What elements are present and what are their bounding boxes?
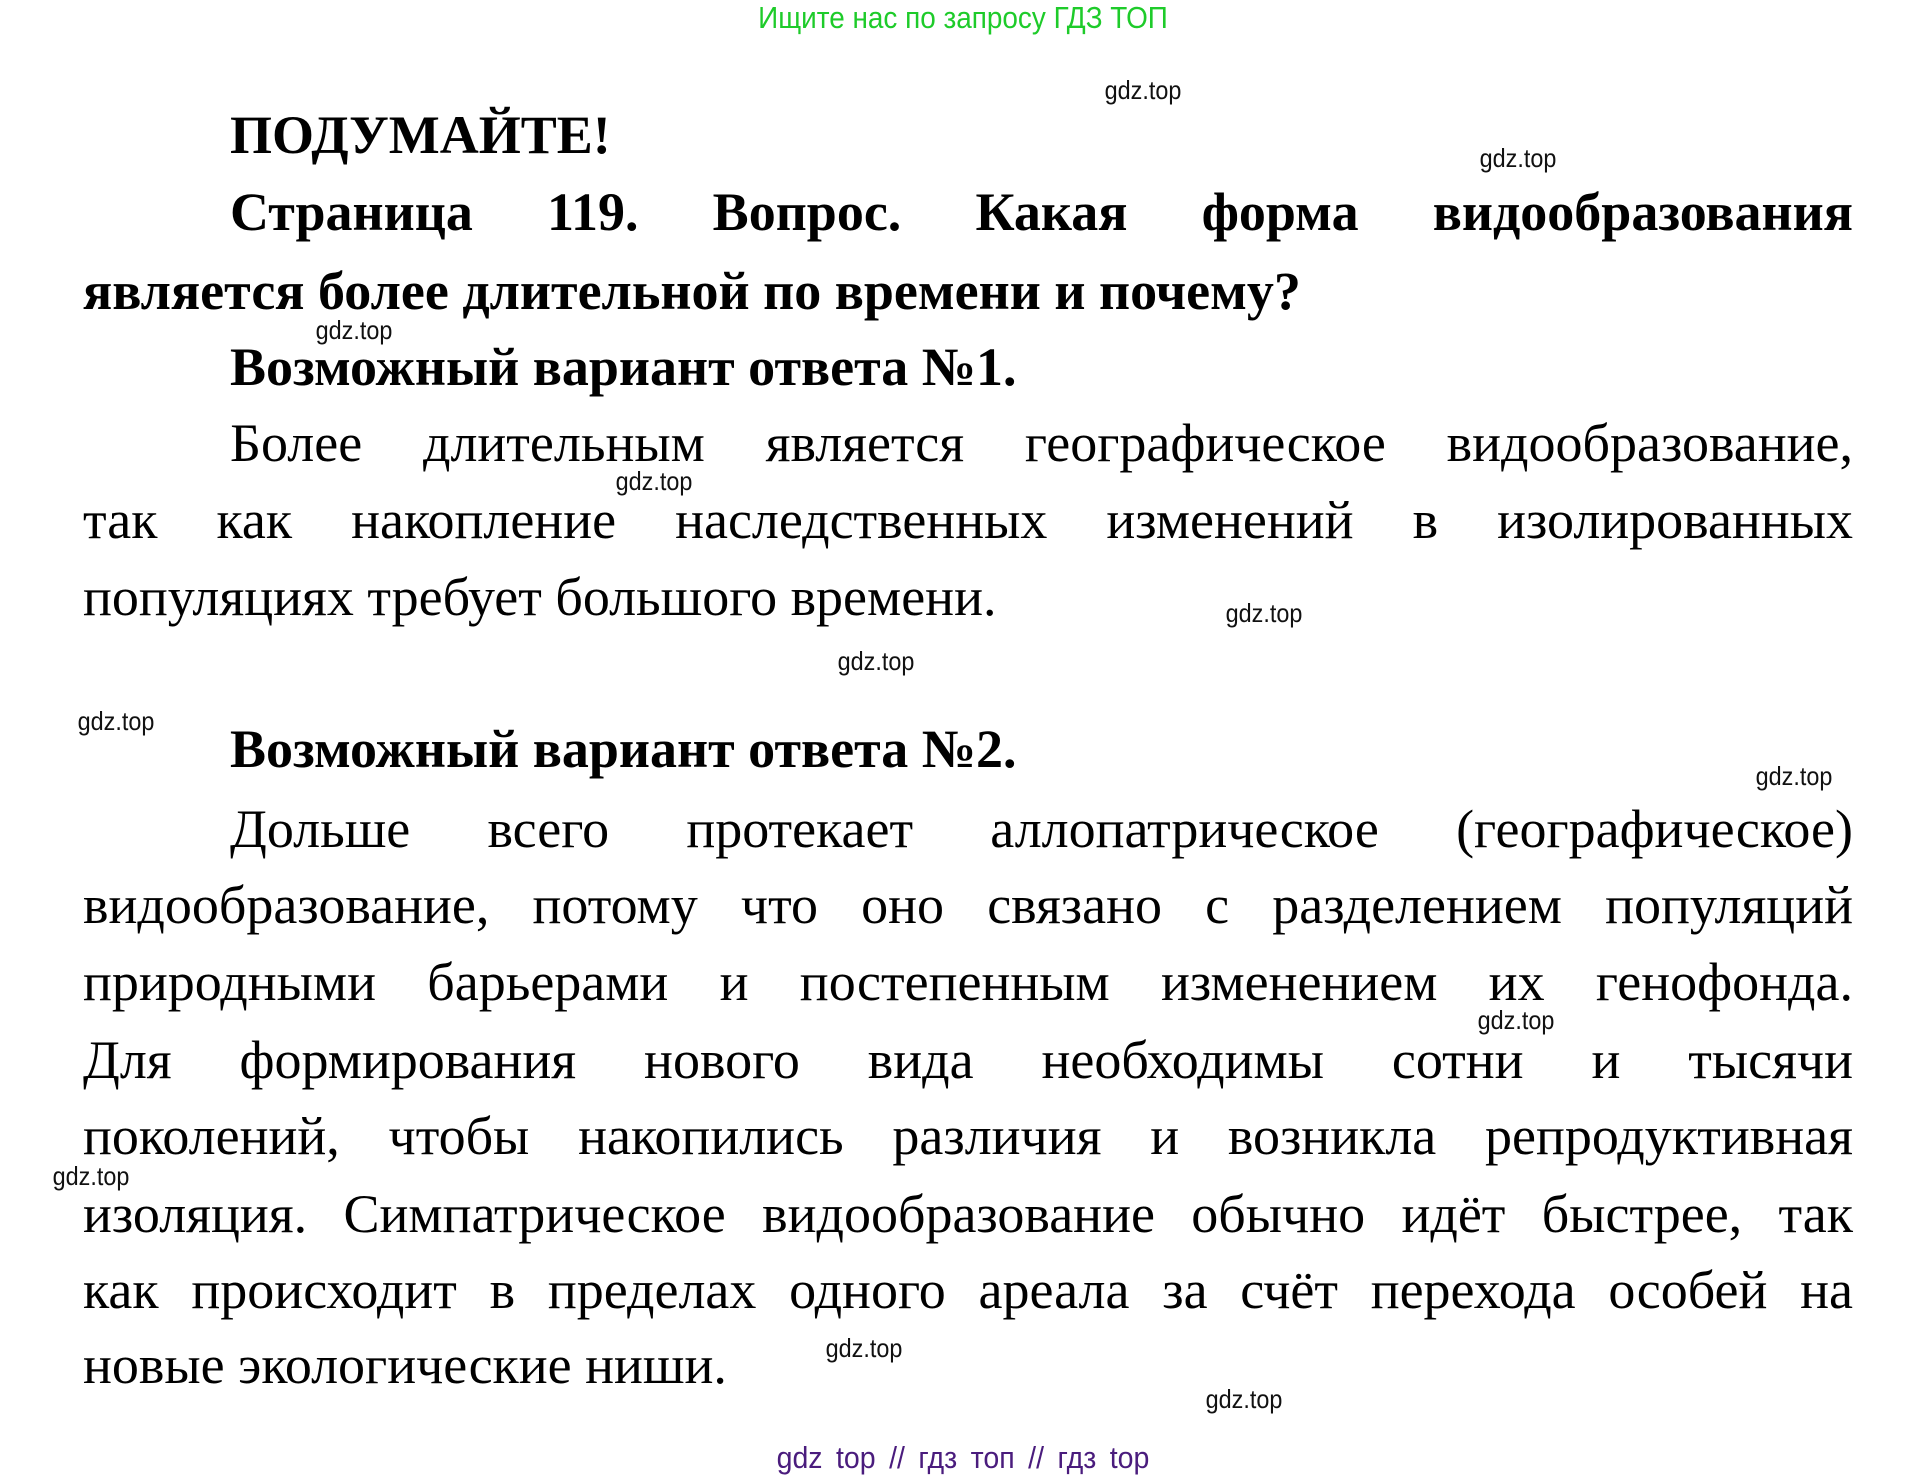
watermark: gdz.top <box>1225 598 1303 628</box>
site-footer-links[interactable]: gdz top // гдз топ // гдз top <box>776 1440 1150 1475</box>
watermark: gdz.top <box>615 466 693 496</box>
answer2-line: новые экологические ниши. <box>83 1335 727 1395</box>
answer2-line: поколений, чтобы накопились различия и возникла репродуктивная <box>83 1106 1853 1166</box>
answer2-line: изоляция. Симпатрическое видообразование обычно идёт быстрее, так <box>83 1184 1853 1244</box>
answer2-title: Возможный вариант ответа №2. <box>230 719 1017 779</box>
answer1-line: Более длительным является географическое видообразование, <box>230 413 1853 473</box>
watermark: gdz.top <box>1479 143 1557 173</box>
watermark: gdz.top <box>837 646 915 676</box>
watermark: gdz.top <box>825 1333 903 1363</box>
watermark: gdz.top <box>1755 761 1833 791</box>
answer1-title: Возможный вариант ответа №1. <box>230 337 1017 397</box>
search-promo-banner[interactable]: Ищите нас по запросу ГДЗ ТОП <box>758 0 1168 35</box>
answer1-line: популяциях требует большого времени. <box>83 567 997 627</box>
watermark: gdz.top <box>1477 1005 1555 1035</box>
page-heading: ПОДУМАЙТЕ! <box>230 105 611 165</box>
question-line-2: является более длительной по времени и почему? <box>83 261 1301 321</box>
answer1-line: так как накопление наследственных изменений в изолированных <box>83 490 1853 550</box>
watermark: gdz.top <box>52 1161 130 1191</box>
question-line-1: Страница 119. Вопрос. Какая форма видообразования <box>230 182 1853 242</box>
watermark: gdz.top <box>1104 75 1182 105</box>
watermark: gdz.top <box>77 706 155 736</box>
answer2-line: Дольше всего протекает аллопатрическое (географическое) <box>230 799 1853 859</box>
answer2-line: природными барьерами и постепенным изменением их генофонда. <box>83 952 1853 1012</box>
watermark: gdz.top <box>315 315 393 345</box>
answer2-line: видообразование, потому что оно связано с разделением популяций <box>83 875 1853 935</box>
answer2-line: Для формирования нового вида необходимы сотни и тысячи <box>83 1030 1853 1090</box>
watermark: gdz.top <box>1205 1384 1283 1414</box>
answer2-line: как происходит в пределах одного ареала за счёт перехода особей на <box>83 1260 1853 1320</box>
